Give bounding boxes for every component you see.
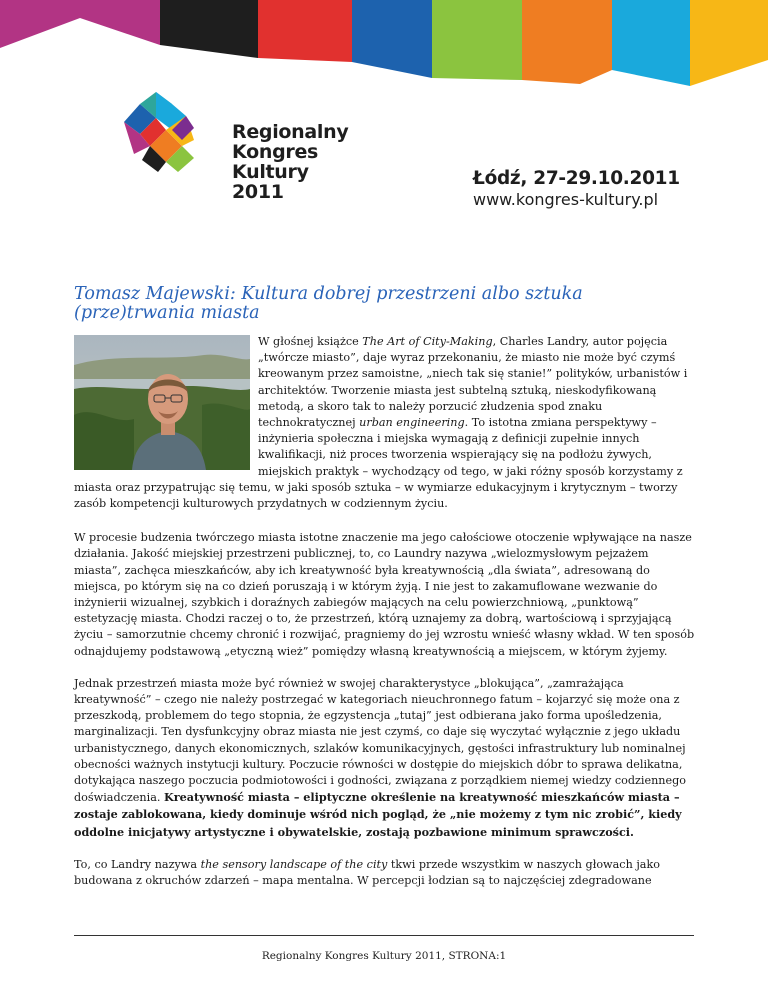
- book-title: The Art of City-Making: [362, 335, 493, 348]
- logo-mark: [124, 92, 194, 172]
- stripe-red: [258, 0, 352, 62]
- paragraph-3: [74, 676, 696, 841]
- stripe-yellow: [690, 0, 768, 86]
- text-run: W głośnej książce: [258, 335, 363, 348]
- stripe-blue: [352, 0, 432, 78]
- brand-line: Kongres: [232, 141, 319, 163]
- italic-term: the sensory landscape of the city: [200, 857, 388, 871]
- stripe-dark: [160, 0, 258, 58]
- photo-spacer: [74, 334, 258, 466]
- brand-line: Kultury: [232, 161, 309, 183]
- text-run: tkwi przede wszystkim w naszych głowach jako budowana z okruchów zdarzeń – mapa mentalna. W percepcji łodzian są to najczęściej zdegradowane: [74, 857, 660, 888]
- stripe-green: [432, 0, 522, 80]
- text-run: To, co Landry nazywa: [74, 857, 201, 871]
- stripe-cyan: [612, 0, 690, 86]
- italic-term: urban engineering: [359, 416, 465, 430]
- text-run: Jednak przestrzeń miasta może być również w swojej charakterystyce „blokująca”, „zamrażająca kreatywność” – czego nie należy postrzegać w kategoriach nieuchronnego fatum – kojarzyć się może ona z przeszkodą, problemem do tego stopnia, że egzystencja „tutaj” jest odbierana jako forma upośledzenia, marginalizacji. Ten dysfunkcyjny obraz miasta nie jest czymś, co daje się wyczytać wyłącznie z jego układu urbanistycznego, danych ekonomicznych, szlaków komunikacyjnych, gęstości infrastruktury lub nominalnej obecności ważnych instytucji kultury. Poczucie równości w dostępie do miejskich dóbr to sprawa delikatna, dotykająca naszego poczucia podmiotowości i godności, związana z porządkiem niemej wiedzy codziennego doświadczenia.: [74, 676, 687, 805]
- text-run: . To istotna zmiana perspektywy – inżynieria społeczna i miejska wymagają z definicji zupełnie innych kwalifikacji, niż proces tworzenia wspierający się na podłożu żywych, miejskich praktyk – wychodzący od tego, w jaki różny sposób korzystamy z miasta oraz przypatrując się temu, w jaki sposób sztuka – w wymiarze edukacyjnym i krytycznym – tworzy zasób kompetencji kulturowych przydatnych w codziennym życiu.: [74, 416, 683, 511]
- footer-divider: [74, 935, 694, 936]
- brand-line: 2011: [232, 181, 284, 203]
- page-footer: Regionalny Kongres Kultury 2011, STRONA:1: [261, 950, 507, 962]
- bold-statement: Kreatywność miasta – eliptyczne określenie na kreatywność mieszkańców miasta – zostaje zablokowana, kiedy dominuje wśród nich pogląd, że „nie możemy z tym nic zrobić”, kiedy oddolne inicjatywy artystyczne i obywatelskie, zostają pozbawione minimum sprawczości.: [74, 790, 682, 839]
- banner-stripes: [0, 0, 768, 86]
- paragraph-4: [74, 857, 696, 889]
- text-run: , Charles Landry, autor pojęcia „twórcze miasto”, daje wyraz przekonaniu, że miasto nie może być czymś kreowanym przez samoistne, „niech tak się stanie!” polityków, urbanistów i architektów. Tworzenie miasta jest subtelną sztuką, nieskodyfikowaną metodą, a skoro tak to należy porzucić złudzenia spod znaku technokratycznej: [258, 335, 688, 430]
- stripe-orange: [522, 0, 612, 84]
- brand-line: Regionalny: [232, 121, 349, 143]
- event-date: Łódź, 27-29.10.2011: [473, 168, 680, 189]
- article-body: [74, 334, 696, 905]
- article-title: Tomasz Majewski: Kultura dobrej przestrzeni albo sztuka (prze)trwania miasta: [74, 284, 583, 323]
- event-url: www.kongres-kultury.pl: [473, 190, 659, 209]
- paragraph-2: W procesie budzenia twórczego miasta istotne znaczenie ma jego całościowe otoczenie wpływające na nasze działania. Jakość miejskiej przestrzeni publicznej, to, co Laundry nazywa „wielozmysłowym pejzażem miasta”, zachęca mieszkańców, aby ich kreatywność była kreatywnością „dla świata”, adresowaną do miejsca, po którym się na co dzień poruszają i w którym żyją. I nie jest to zakamuflowane wezwanie do inżynierii wizualnej, szybkich i doraźnych zabiegów mających na celu powierzchniową, „punktową” estetyzację miasta. Chodzi raczej o to, że przestrzeń, którą uznajemy za dobrą, wartościową i sprzyjającą życiu – samorzutnie chcemy chronić i rozwijać, pragniemy do jej wzrostu wnieść własny wkład. W ten sposób odnajdujemy podstawową „etyczną wież” pomiędzy własną kreatywnością a miejscem, w którym żyjemy.: [74, 531, 695, 658]
- brand-logotype: [232, 122, 348, 202]
- stripe-magenta: [0, 0, 160, 48]
